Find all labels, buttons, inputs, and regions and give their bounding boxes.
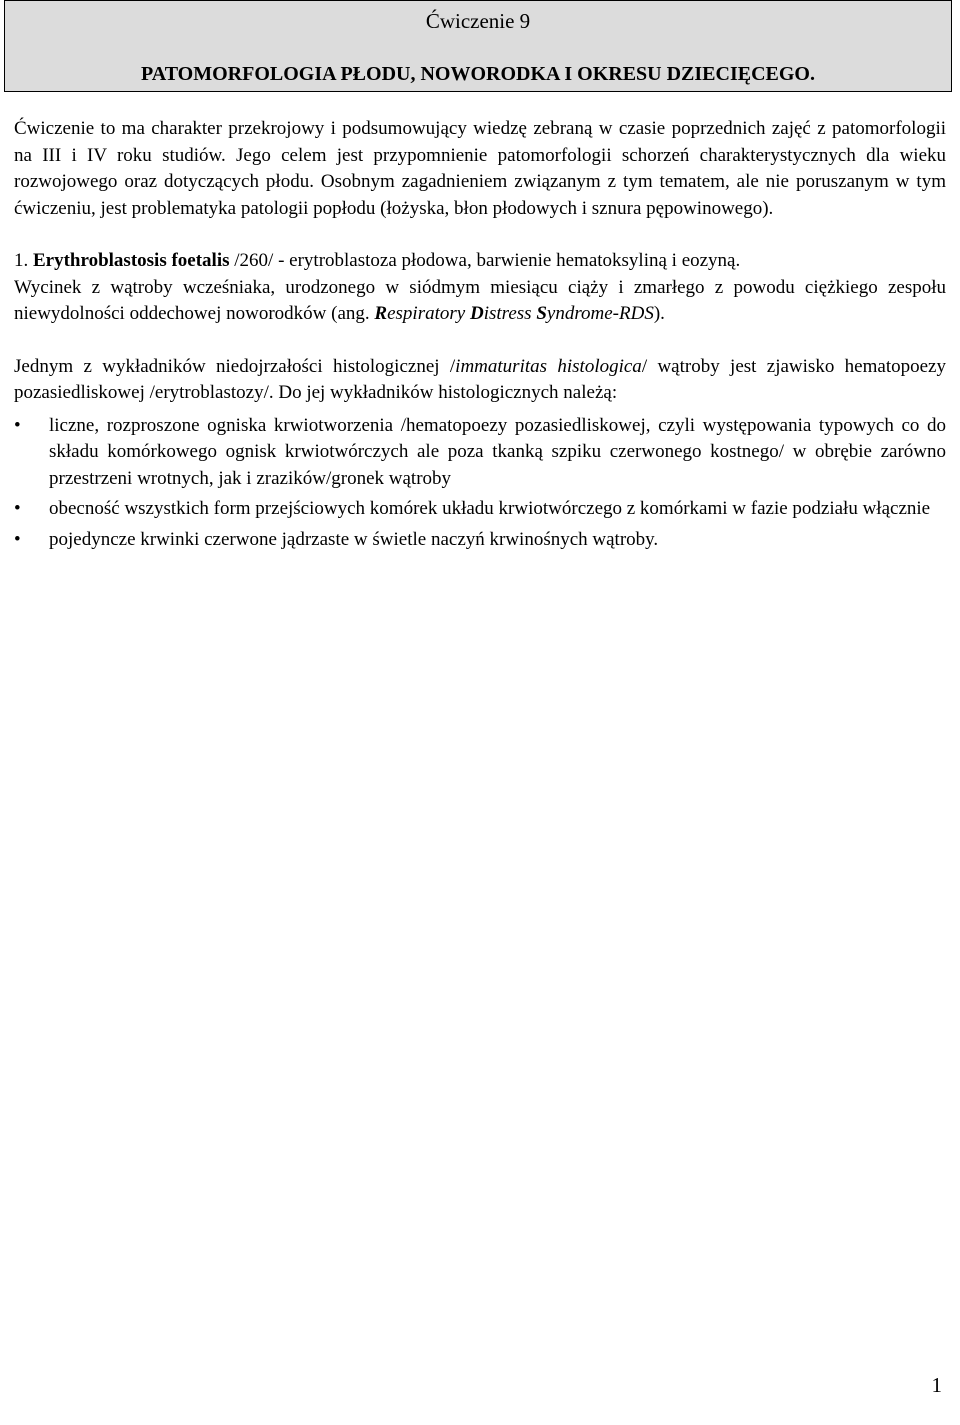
list-item-text: liczne, rozproszone ogniska krwiotworzenia /hematopoezy pozasiedliskowej, czyli występowania typowych co do składu komórkowego ognisk krwiotwórczych ale poza tkanką szpiku czerwonego kostnego/ w obrębie zarówno przestrzeni wrotnych, jak i zrazików/gronek wątroby <box>49 414 946 489</box>
section-1-name: Erythroblastosis foetalis <box>33 250 230 271</box>
section-1-description: Wycinek z wątroby wcześniaka, urodzonego w siódmym miesiącu ciąży i zmarłego z powodu ciężkiego zespołu niewydolności oddechowej noworodków (ang. <box>14 276 946 324</box>
list-item <box>14 413 946 493</box>
bullet-icon: • <box>14 528 21 550</box>
section-1-paragraph <box>14 248 946 328</box>
rds-letter-s: S <box>536 303 547 324</box>
rds-letter-d: D <box>469 303 484 324</box>
title-box <box>4 0 952 92</box>
document-body <box>14 116 946 553</box>
section-1-heading-rest: /260/ - erytroblastoza płodowa, barwienie hematoksyliną i eozyną. <box>229 250 741 271</box>
intro-paragraph: Ćwiczenie to ma charakter przekrojowy i podsumowujący wiedzę zebraną w czasie poprzednich zajęć z patomorfologii na III i IV roku studiów. Jego celem jest przypomnienie patomorfologii schorzeń charakterystycznych dla wieku rozwojowego oraz dotyczących płodu. Osobnym zagadnieniem związanym z tym tematem, ale nie poruszanym w tym ćwiczeniu, jest problematyka patologii popłodu (łożyska, błon płodowych i sznura pępowinowego). <box>14 118 946 219</box>
exercise-subtitle: PATOMORFOLOGIA PŁODU, NOWORODKA I OKRESU DZIECIĘCEGO. <box>141 63 815 85</box>
section-2-part-2: / wątroby jest zjawisko hematopoezy pozasiedliskowej /erytroblastozy/. Do jej wykładników histologicznych należą: <box>14 355 946 403</box>
list-item-text: pojedyncze krwinki czerwone jądrzaste w świetle naczyń krwinośnych wątroby. <box>49 528 659 550</box>
section-1-description-end: ). <box>653 303 665 324</box>
rds-word-r: espiratory <box>387 303 470 324</box>
bullet-list <box>14 413 946 554</box>
section-2-italic-term: immaturitas histologica <box>455 355 642 377</box>
page-number: 1 <box>931 1373 942 1397</box>
section-2-paragraph <box>14 354 946 407</box>
exercise-title: Ćwiczenie 9 <box>425 9 531 33</box>
bullet-icon: • <box>14 498 21 519</box>
list-item <box>14 496 946 523</box>
rds-word-d: istress <box>483 303 537 324</box>
section-1-number: 1. <box>14 250 33 271</box>
rds-word-s: yndrome-RDS <box>546 303 654 324</box>
list-item <box>14 527 946 554</box>
list-item-text: obecność wszystkich form przejściowych komórek układu krwiotwórczego z komórkami w fazie podziału włącznie <box>49 498 931 519</box>
section-2-part-1: Jednym z wykładników niedojrzałości histologicznej / <box>14 355 456 377</box>
bullet-icon: • <box>14 414 21 436</box>
rds-letter-r: R <box>374 303 388 324</box>
